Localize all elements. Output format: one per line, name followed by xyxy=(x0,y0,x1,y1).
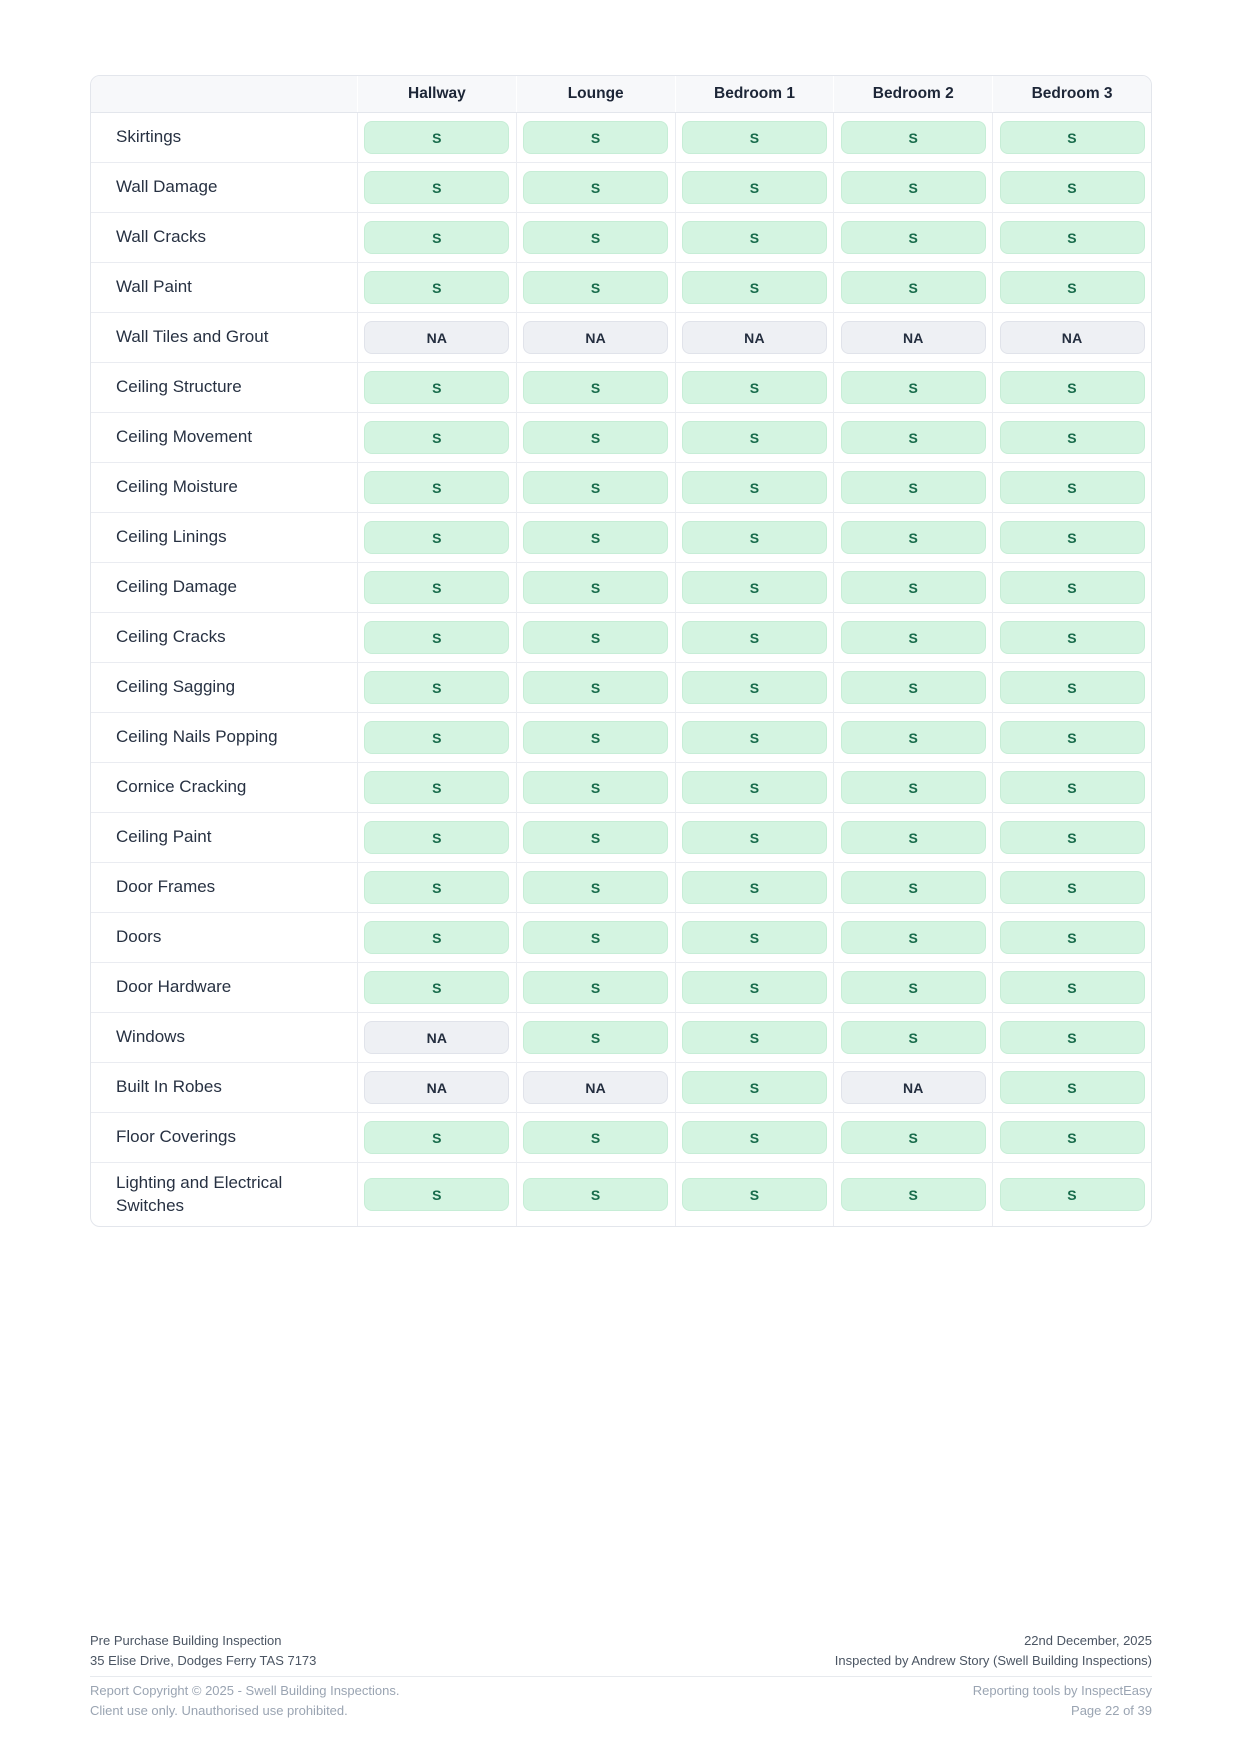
status-cell xyxy=(992,263,1151,312)
status-cell xyxy=(675,1013,834,1062)
status-badge-s: S xyxy=(364,571,509,604)
status-badge-s: S xyxy=(364,1121,509,1154)
status-cell xyxy=(833,213,992,262)
status-badge-s: S xyxy=(364,171,509,204)
status-cell xyxy=(833,463,992,512)
status-badge-s: S xyxy=(1000,271,1145,304)
status-cell xyxy=(357,1013,516,1062)
status-cell xyxy=(357,163,516,212)
status-badge-s: S xyxy=(1000,421,1145,454)
table-row xyxy=(91,563,1151,613)
table-row xyxy=(91,963,1151,1013)
status-cell xyxy=(516,1113,675,1162)
footer-info xyxy=(90,1631,1152,1671)
status-badge-s: S xyxy=(523,471,668,504)
row-label: Wall Cracks xyxy=(116,227,207,247)
status-cell xyxy=(675,763,834,812)
status-badge-na: NA xyxy=(364,1071,509,1104)
status-badge-s: S xyxy=(523,621,668,654)
status-cell xyxy=(992,463,1151,512)
status-badge-na: NA xyxy=(1000,321,1145,354)
table-row xyxy=(91,513,1151,563)
status-badge-s: S xyxy=(841,621,986,654)
table-row xyxy=(91,213,1151,263)
status-badge-s: S xyxy=(523,421,668,454)
status-badge-na: NA xyxy=(364,1021,509,1054)
row-label: Built In Robes xyxy=(116,1077,222,1097)
status-badge-s: S xyxy=(1000,921,1145,954)
status-cell xyxy=(992,613,1151,662)
status-cell xyxy=(833,813,992,862)
status-cell xyxy=(992,813,1151,862)
status-badge-na: NA xyxy=(682,321,827,354)
table-row xyxy=(91,1113,1151,1163)
status-badge-s: S xyxy=(364,521,509,554)
status-badge-s: S xyxy=(841,171,986,204)
status-badge-s: S xyxy=(1000,571,1145,604)
status-badge-s: S xyxy=(841,521,986,554)
status-badge-s: S xyxy=(682,121,827,154)
row-label: Ceiling Damage xyxy=(116,577,237,597)
status-cell xyxy=(675,163,834,212)
status-cell xyxy=(357,1113,516,1162)
status-cell xyxy=(833,863,992,912)
status-badge-s: S xyxy=(841,821,986,854)
status-cell xyxy=(675,613,834,662)
status-badge-s: S xyxy=(1000,771,1145,804)
status-cell xyxy=(833,663,992,712)
status-badge-s: S xyxy=(523,971,668,1004)
status-badge-s: S xyxy=(841,571,986,604)
status-cell xyxy=(516,363,675,412)
column-header-hallway: Hallway xyxy=(357,76,516,112)
status-badge-s: S xyxy=(523,1021,668,1054)
status-badge-s: S xyxy=(841,721,986,754)
status-cell xyxy=(675,663,834,712)
status-badge-s: S xyxy=(841,671,986,704)
status-badge-s: S xyxy=(523,121,668,154)
status-badge-s: S xyxy=(1000,221,1145,254)
status-cell xyxy=(833,113,992,162)
status-badge-s: S xyxy=(1000,521,1145,554)
status-badge-s: S xyxy=(364,121,509,154)
property-address: 35 Elise Drive, Dodges Ferry TAS 7173 xyxy=(90,1653,317,1668)
status-badge-s: S xyxy=(841,1121,986,1154)
status-badge-s: S xyxy=(1000,621,1145,654)
table-row xyxy=(91,613,1151,663)
status-badge-s: S xyxy=(1000,671,1145,704)
status-cell xyxy=(833,963,992,1012)
status-cell xyxy=(516,513,675,562)
status-badge-s: S xyxy=(682,571,827,604)
status-badge-s: S xyxy=(1000,1071,1145,1104)
status-badge-s: S xyxy=(841,1021,986,1054)
row-label: Cornice Cracking xyxy=(116,777,247,797)
status-cell xyxy=(357,213,516,262)
status-badge-s: S xyxy=(1000,1178,1145,1211)
status-cell xyxy=(516,763,675,812)
row-label: Ceiling Movement xyxy=(116,427,253,447)
status-cell xyxy=(675,1063,834,1112)
status-badge-s: S xyxy=(364,771,509,804)
status-cell xyxy=(516,1163,675,1226)
status-cell xyxy=(516,813,675,862)
row-label: Ceiling Moisture xyxy=(116,477,238,497)
row-label: Skirtings xyxy=(116,127,182,147)
status-cell xyxy=(516,1063,675,1112)
status-cell xyxy=(357,813,516,862)
table-header-row xyxy=(91,76,1151,113)
status-badge-s: S xyxy=(1000,171,1145,204)
table-body xyxy=(91,113,1151,1226)
inspection-date: 22nd December, 2025 xyxy=(1024,1633,1152,1648)
status-badge-s: S xyxy=(523,171,668,204)
status-cell xyxy=(516,163,675,212)
status-badge-s: S xyxy=(841,921,986,954)
table-row xyxy=(91,163,1151,213)
row-label: Floor Coverings xyxy=(116,1127,236,1147)
status-badge-s: S xyxy=(1000,371,1145,404)
status-badge-s: S xyxy=(682,371,827,404)
status-cell xyxy=(675,863,834,912)
status-cell xyxy=(833,1013,992,1062)
status-badge-na: NA xyxy=(523,1071,668,1104)
status-cell xyxy=(357,363,516,412)
status-badge-s: S xyxy=(523,371,668,404)
status-badge-s: S xyxy=(682,871,827,904)
status-cell xyxy=(357,763,516,812)
status-badge-s: S xyxy=(523,821,668,854)
row-label: Doors xyxy=(116,927,162,947)
status-cell xyxy=(992,713,1151,762)
column-header-bedroom-2: Bedroom 2 xyxy=(833,76,992,112)
table-row xyxy=(91,863,1151,913)
status-cell xyxy=(357,663,516,712)
status-cell xyxy=(675,413,834,462)
status-badge-s: S xyxy=(682,971,827,1004)
status-badge-s: S xyxy=(682,771,827,804)
status-badge-s: S xyxy=(364,671,509,704)
table-row xyxy=(91,663,1151,713)
status-badge-s: S xyxy=(682,821,827,854)
status-cell xyxy=(833,513,992,562)
column-header-lounge: Lounge xyxy=(516,76,675,112)
page-number: Page 22 of 39 xyxy=(1071,1703,1152,1718)
status-cell xyxy=(675,213,834,262)
table-row xyxy=(91,763,1151,813)
status-cell xyxy=(675,563,834,612)
status-badge-s: S xyxy=(841,371,986,404)
status-badge-s: S xyxy=(841,871,986,904)
status-cell xyxy=(833,613,992,662)
status-badge-s: S xyxy=(1000,1121,1145,1154)
status-badge-s: S xyxy=(841,121,986,154)
table-row xyxy=(91,363,1151,413)
status-cell xyxy=(992,763,1151,812)
status-cell xyxy=(992,113,1151,162)
status-cell xyxy=(516,663,675,712)
status-badge-s: S xyxy=(523,221,668,254)
status-badge-s: S xyxy=(1000,721,1145,754)
status-badge-na: NA xyxy=(523,321,668,354)
status-cell xyxy=(357,1163,516,1226)
status-cell xyxy=(833,763,992,812)
status-cell xyxy=(516,613,675,662)
status-cell xyxy=(992,213,1151,262)
status-cell xyxy=(992,963,1151,1012)
status-badge-s: S xyxy=(682,1121,827,1154)
status-cell xyxy=(357,263,516,312)
status-badge-s: S xyxy=(841,221,986,254)
status-cell xyxy=(357,563,516,612)
table-row xyxy=(91,313,1151,363)
status-badge-s: S xyxy=(841,771,986,804)
status-badge-s: S xyxy=(682,421,827,454)
status-cell xyxy=(516,113,675,162)
status-cell xyxy=(516,913,675,962)
table-row xyxy=(91,263,1151,313)
usage-text: Client use only. Unauthorised use prohibited. xyxy=(90,1703,348,1718)
status-badge-s: S xyxy=(364,821,509,854)
status-cell xyxy=(833,263,992,312)
status-cell xyxy=(675,913,834,962)
status-cell xyxy=(516,263,675,312)
table-row xyxy=(91,463,1151,513)
status-cell xyxy=(675,513,834,562)
status-badge-s: S xyxy=(523,871,668,904)
table-row xyxy=(91,1063,1151,1113)
status-badge-s: S xyxy=(841,1178,986,1211)
status-cell xyxy=(992,863,1151,912)
status-cell xyxy=(833,1113,992,1162)
status-cell xyxy=(357,713,516,762)
status-cell xyxy=(992,513,1151,562)
status-badge-s: S xyxy=(523,1121,668,1154)
status-cell xyxy=(357,113,516,162)
status-badge-s: S xyxy=(682,521,827,554)
status-badge-s: S xyxy=(841,971,986,1004)
status-badge-s: S xyxy=(841,471,986,504)
status-cell xyxy=(992,913,1151,962)
inspection-table xyxy=(90,75,1152,1227)
status-cell xyxy=(833,363,992,412)
status-badge-s: S xyxy=(682,1178,827,1211)
status-badge-s: S xyxy=(364,621,509,654)
status-cell xyxy=(357,313,516,362)
row-label: Door Frames xyxy=(116,877,216,897)
column-header-empty xyxy=(91,76,357,112)
column-header-bedroom-1: Bedroom 1 xyxy=(675,76,834,112)
status-badge-s: S xyxy=(841,271,986,304)
row-label: Wall Paint xyxy=(116,277,192,297)
reporting-tools-text: Reporting tools by InspectEasy xyxy=(972,1683,1152,1698)
status-cell xyxy=(516,1013,675,1062)
row-label: Door Hardware xyxy=(116,977,232,997)
table-row xyxy=(91,713,1151,763)
status-badge-na: NA xyxy=(364,321,509,354)
status-cell xyxy=(357,1063,516,1112)
footer-legal xyxy=(90,1681,1152,1721)
status-cell xyxy=(992,1113,1151,1162)
status-cell xyxy=(357,963,516,1012)
status-cell xyxy=(992,363,1151,412)
status-cell xyxy=(675,363,834,412)
status-cell xyxy=(833,563,992,612)
status-cell xyxy=(516,863,675,912)
status-badge-s: S xyxy=(364,221,509,254)
status-cell xyxy=(833,413,992,462)
status-cell xyxy=(833,163,992,212)
status-cell xyxy=(675,263,834,312)
status-badge-s: S xyxy=(682,271,827,304)
status-cell xyxy=(357,513,516,562)
status-badge-s: S xyxy=(682,921,827,954)
table-row xyxy=(91,1163,1151,1226)
status-badge-s: S xyxy=(523,921,668,954)
status-badge-s: S xyxy=(364,921,509,954)
status-badge-s: S xyxy=(523,571,668,604)
status-cell xyxy=(675,113,834,162)
status-cell xyxy=(516,713,675,762)
status-cell xyxy=(675,1113,834,1162)
status-cell xyxy=(992,1163,1151,1226)
status-badge-s: S xyxy=(682,671,827,704)
row-label: Ceiling Structure xyxy=(116,377,242,397)
status-cell xyxy=(675,1163,834,1226)
status-badge-s: S xyxy=(523,271,668,304)
status-badge-s: S xyxy=(523,671,668,704)
status-badge-s: S xyxy=(1000,471,1145,504)
status-badge-s: S xyxy=(682,621,827,654)
row-label: Ceiling Linings xyxy=(116,527,227,547)
status-badge-s: S xyxy=(364,271,509,304)
table-row xyxy=(91,913,1151,963)
row-label: Wall Tiles and Grout xyxy=(116,327,269,347)
status-cell xyxy=(992,663,1151,712)
column-header-bedroom-3: Bedroom 3 xyxy=(992,76,1151,112)
status-badge-s: S xyxy=(682,1071,827,1104)
row-label: Ceiling Sagging xyxy=(116,677,236,697)
status-badge-s: S xyxy=(682,721,827,754)
row-label: Ceiling Paint xyxy=(116,827,212,847)
status-cell xyxy=(516,963,675,1012)
status-cell xyxy=(833,713,992,762)
status-badge-s: S xyxy=(364,721,509,754)
status-cell xyxy=(675,463,834,512)
status-badge-s: S xyxy=(523,521,668,554)
status-cell xyxy=(675,713,834,762)
status-cell xyxy=(992,413,1151,462)
status-cell xyxy=(833,913,992,962)
status-badge-s: S xyxy=(1000,971,1145,1004)
status-cell xyxy=(357,863,516,912)
status-badge-s: S xyxy=(364,371,509,404)
status-cell xyxy=(357,413,516,462)
status-badge-s: S xyxy=(682,471,827,504)
status-badge-s: S xyxy=(364,971,509,1004)
status-cell xyxy=(357,613,516,662)
inspected-by: Inspected by Andrew Story (Swell Building Inspections) xyxy=(834,1653,1152,1668)
status-badge-s: S xyxy=(364,871,509,904)
report-title: Pre Purchase Building Inspection xyxy=(90,1633,282,1648)
status-badge-s: S xyxy=(523,1178,668,1211)
status-badge-s: S xyxy=(364,421,509,454)
status-badge-s: S xyxy=(364,471,509,504)
status-cell xyxy=(675,313,834,362)
status-badge-s: S xyxy=(682,171,827,204)
row-label: Lighting and Electrical Switches xyxy=(116,1172,283,1215)
table-row xyxy=(91,813,1151,863)
table-row xyxy=(91,1013,1151,1063)
status-cell xyxy=(516,463,675,512)
status-cell xyxy=(675,813,834,862)
copyright-text: Report Copyright © 2025 - Swell Building Inspections. xyxy=(90,1683,400,1698)
status-badge-s: S xyxy=(682,1021,827,1054)
row-label: Ceiling Nails Popping xyxy=(116,727,278,747)
status-cell xyxy=(516,213,675,262)
table-row xyxy=(91,413,1151,463)
status-cell xyxy=(992,1013,1151,1062)
status-cell xyxy=(833,313,992,362)
status-cell xyxy=(992,563,1151,612)
status-cell xyxy=(357,463,516,512)
status-cell xyxy=(516,563,675,612)
status-badge-s: S xyxy=(841,421,986,454)
status-cell xyxy=(992,163,1151,212)
row-label: Windows xyxy=(116,1027,185,1047)
status-cell xyxy=(992,313,1151,362)
status-badge-s: S xyxy=(1000,1021,1145,1054)
status-badge-s: S xyxy=(1000,871,1145,904)
table-row xyxy=(91,113,1151,163)
status-cell xyxy=(516,413,675,462)
status-cell xyxy=(357,913,516,962)
status-badge-s: S xyxy=(1000,121,1145,154)
status-cell xyxy=(833,1063,992,1112)
footer-divider xyxy=(90,1676,1152,1677)
row-label: Wall Damage xyxy=(116,177,218,197)
status-badge-s: S xyxy=(364,1178,509,1211)
status-badge-s: S xyxy=(523,771,668,804)
status-badge-na: NA xyxy=(841,1071,986,1104)
status-cell xyxy=(675,963,834,1012)
status-badge-s: S xyxy=(682,221,827,254)
status-cell xyxy=(516,313,675,362)
status-badge-na: NA xyxy=(841,321,986,354)
status-cell xyxy=(992,1063,1151,1112)
row-label: Ceiling Cracks xyxy=(116,627,226,647)
status-cell xyxy=(833,1163,992,1226)
status-badge-s: S xyxy=(1000,821,1145,854)
status-badge-s: S xyxy=(523,721,668,754)
